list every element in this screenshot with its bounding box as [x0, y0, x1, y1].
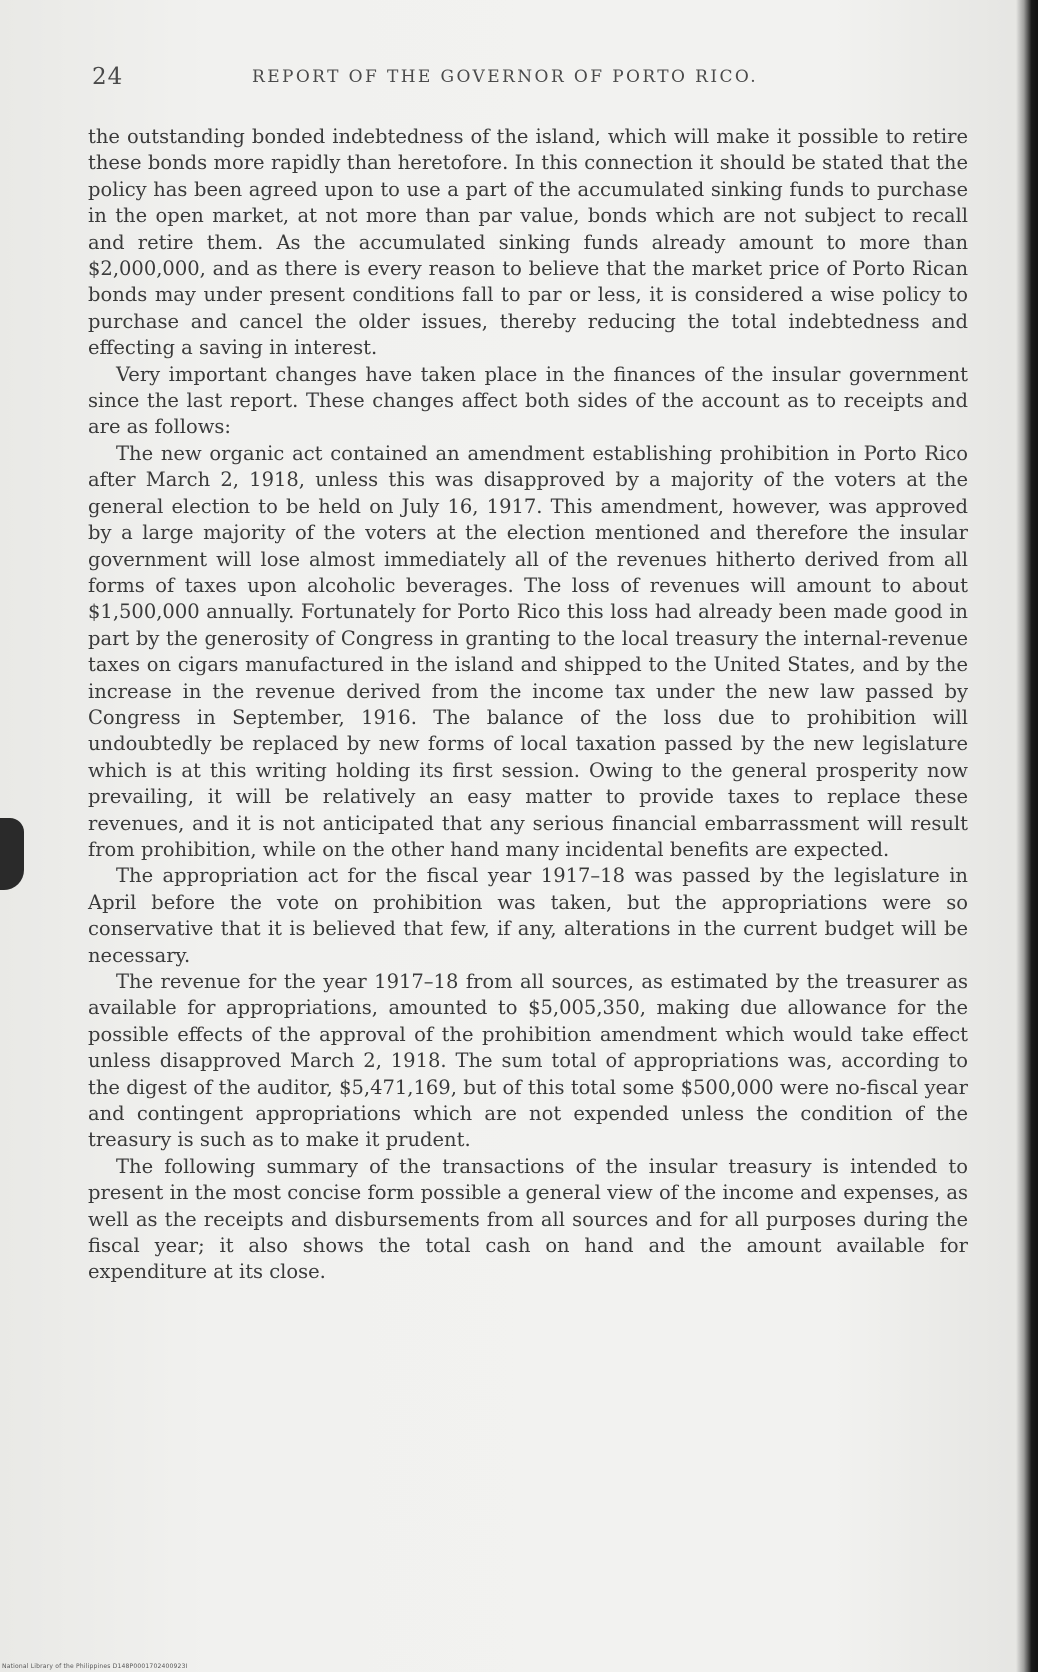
paragraph-4: The appropriation act for the fiscal year 1917–18 was passed by the legislature in April before the vote on prohibition was taken, but the appropriations were so conservative that it is believed that few, if any, alterations in the current budget will be necessary. [88, 864, 968, 967]
paragraph-5: The revenue for the year 1917–18 from all sources, as estimated by the treasurer as available for appropriations, amounted to $5,005,350, making due allowance for the possible effects of the approval of the prohibition amendment which would take effect unless disapproved March 2, 1918. The sum total of appropriations was, according to the digest of the auditor, $5,471,169, but of this total some $500,000 were no-fiscal year and contingent appropriations which are not expended unless the condition of the treasury is such as to make it prudent. [88, 970, 968, 1152]
paragraph-6: The following summary of the transactions of the insular treasury is intended to present in the most concise form possible a general view of the income and expenses, as well as the receipts and disbursements from all sources and for all purposes during the fiscal year; it also shows the total cash on hand and the amount available for expenditure at its close. [88, 1154, 968, 1284]
paragraph-2: Very important changes have taken place in the finances of the insular government since the last report. These changes affect both sides of the account as to receipts and are as follows: [88, 362, 968, 439]
page-number: 24 [92, 64, 124, 90]
paragraph-1: the outstanding bonded indebtedness of the island, which will make it possible to retire these bonds more rapidly than heretofore. In this connection it should be stated that the policy has been agreed upon to use a part of the accumulated sinking funds to purchase in the open market, at not more than par value, bonds which are not subject to recall and retire them. As the accumulated sinking funds already amount to more than $2,000,000, and as there is every reason to believe that the market price of Porto Rican bonds may under present conditions fall to par or less, it is considered a wise policy to purchase and cancel the older issues, thereby reducing the total indebtedness and effecting a saving in interest. [88, 125, 968, 360]
library-stamp: National Library of the Philippines D148P0001702400923I [2, 1663, 188, 1670]
page-header [92, 64, 972, 96]
body-text [88, 124, 968, 1286]
paragraph-3: The new organic act contained an amendment establishing prohibition in Porto Rico after March 2, 1918, unless this was disapproved by a majority of the voters at the general election to be held on July 16, 1917. This amendment, however, was approved by a large majority of the voters at the election mentioned and therefore the insular government will lose almost immediately all of the revenues hitherto derived from all forms of taxes upon alcoholic beverages. The loss of revenues will amount to about $1,500,000 annually. Fortunately for Porto Rico this loss had already been made good in part by the generosity of Congress in granting to the local treasury the internal-revenue taxes on cigars manufactured in the island and shipped to the United States, and by the increase in the revenue derived from the income tax under the new law passed by Congress in September, 1916. The balance of the loss due to prohibition will undoubtedly be replaced by new forms of local taxation passed by the new legislature which is at this writing holding its first session. Owing to the general prosperity now prevailing, it will be relatively an easy matter to provide taxes to replace these revenues, and it is not anticipated that any serious financial embarrassment will result from prohibition, while on the other hand many incidental benefits are expected. [88, 441, 968, 861]
scan-artifact [0, 818, 24, 890]
page-edge-shadow [1016, 0, 1038, 1672]
running-head: REPORT OF THE GOVERNOR OF PORTO RICO. [252, 67, 759, 87]
